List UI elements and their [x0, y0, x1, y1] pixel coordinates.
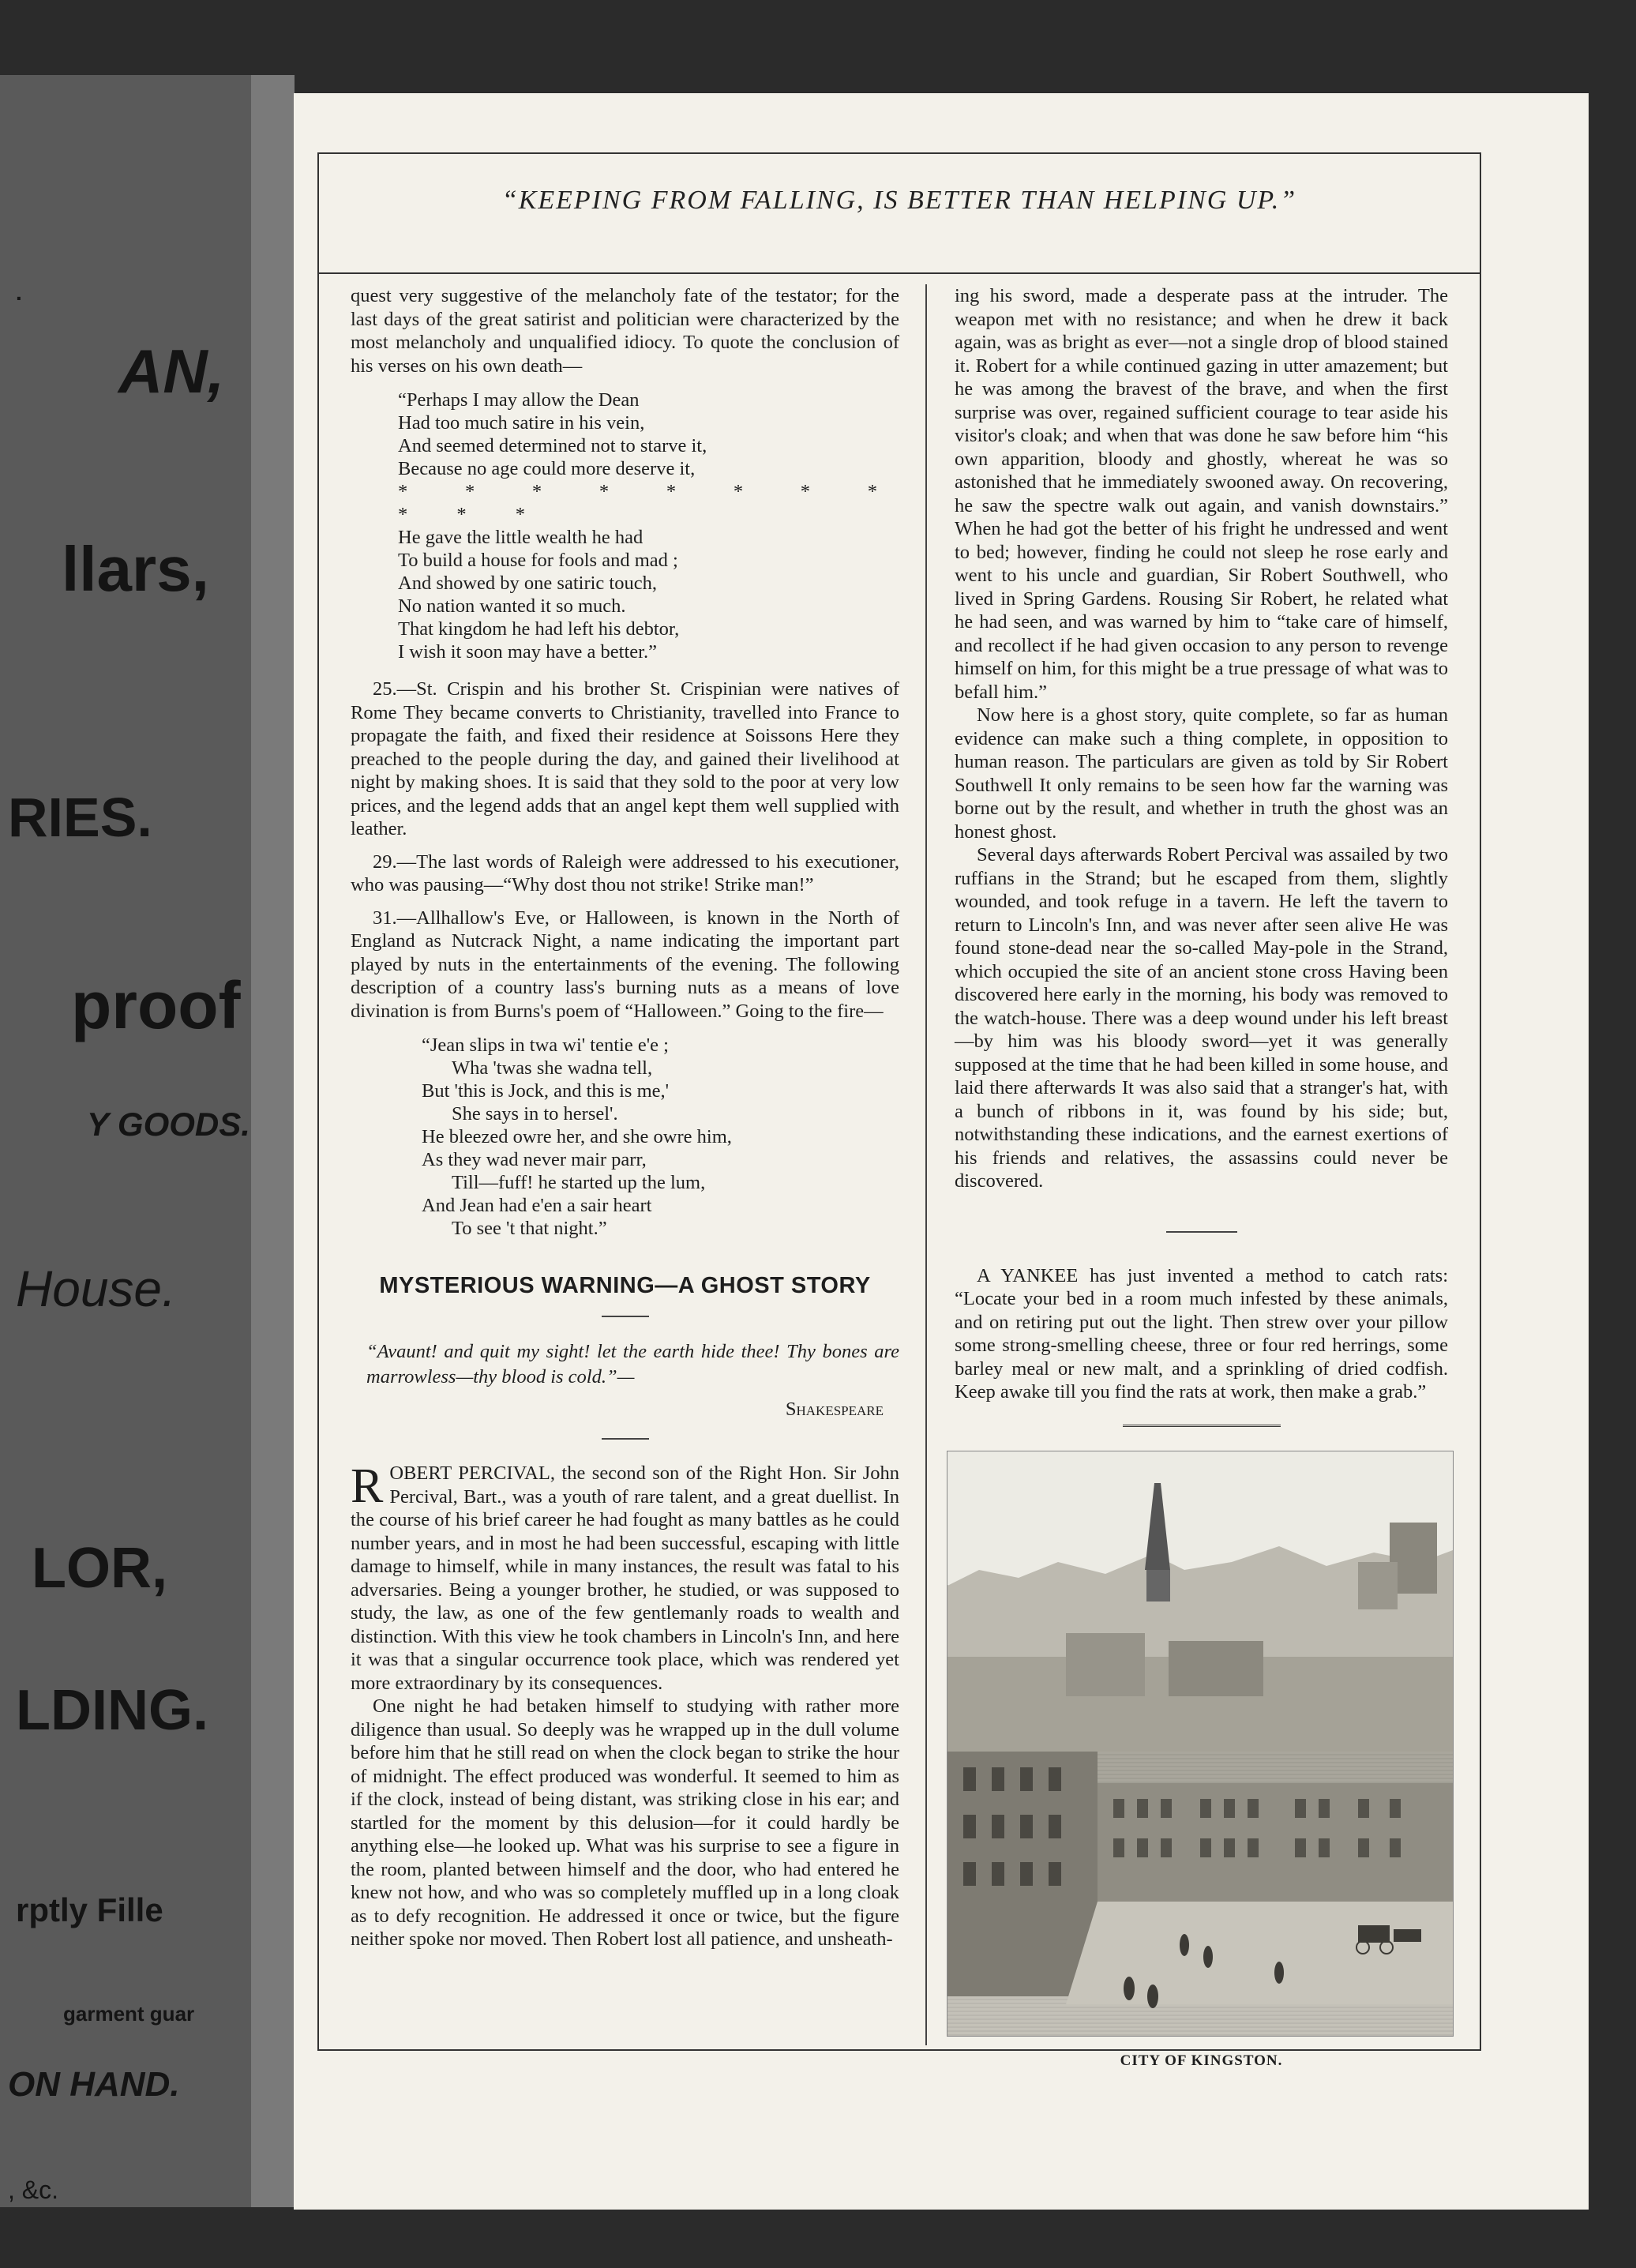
epigraph-attribution: Shakespeare — [785, 1398, 884, 1420]
page-frame — [317, 152, 1481, 2069]
verse-line: Till—fuff! he started up the lum, — [452, 1172, 706, 1193]
verse-line: She says in to hersel'. — [452, 1103, 618, 1125]
city-engraving — [947, 1451, 1454, 2037]
burns-verse — [422, 1034, 899, 1240]
verse-line: Had too much satire in his vein, — [398, 412, 645, 434]
verse-line: No nation wanted it so much. — [398, 595, 626, 617]
yankee-paragraph: A YANKEE has just invented a method to catch rats: “Locate your bed in a room much infested by these animals, and on retiring put out the light. Then strew over your pillow some strong-smelling cheese, three or four red herrings, some barley meal or new malt, and a sprinkling of dried codfish. Keep awake till you find the rats at work, then make a grab.” — [955, 1264, 1448, 1402]
left-column — [351, 284, 899, 1951]
previous-page-strip — [0, 75, 261, 2207]
story-paragraph-5: Several days afterwards Robert Percival was assailed by two ruffians in the Strand; but he escaped from them, slightly wounded, and took refuge in a tavern. He left the tavern to return to Lincoln's Inn, and was never after seen alive He was found stone-dead near the so-called May-pole in the Strand, which occupied the site of an ancient stone cross Having been discovered here early in the morning, his body was removed to the watch-house. There was a deep wound under his left breast—by him was his bloody sword—yet it was generally supposed at the time that he had been killed in some house, and laid there afterwards It was also said that a stranger's hat, with a bunch of ribbons in it, was found by his side; but, notwithstanding these indications, and the earnest exertions of his friends and relatives, the assassins could never be discovered. — [955, 844, 1448, 1192]
entry-31: 31.—Allhallow's Eve, or Halloween, is known in the North of England as Nutcrack Night, a name indicating the important part played by nuts in the entertainments of the evening. The following description of a country lass's burning nuts as a means of love divination is from Burns's poem of “Halloween.” Going to the fire— — [351, 907, 899, 1022]
swift-verse — [398, 389, 899, 663]
drop-cap: R — [351, 1459, 384, 1513]
verse-line: Wha 'twas she wadna tell, — [452, 1057, 653, 1079]
page — [294, 93, 1589, 2210]
verse-line: But 'this is Jock, and this is me,' — [422, 1080, 670, 1102]
prev-fragment: ON HAND. — [8, 2065, 180, 2104]
prev-fragment: AN, — [118, 336, 225, 406]
section-rule — [1166, 1231, 1237, 1233]
epigraph: “Avaunt! and quit my sight! let the earth hide thee! Thy bones are marrowless—thy blood is cold.”— — [366, 1340, 899, 1387]
prev-fragment: LOR, — [32, 1537, 167, 1600]
verse-line: He bleezed owre her, and she owre him, — [422, 1126, 732, 1147]
prev-fragment: . — [16, 280, 22, 305]
prev-fragment: LDING. — [16, 1679, 208, 1742]
verse-line: He gave the little wealth he had — [398, 527, 644, 548]
story-paragraph-1 — [351, 1459, 899, 1695]
verse-line: And seemed determined not to starve it, — [398, 435, 707, 456]
verse-line: To build a house for fools and mad ; — [398, 550, 678, 571]
story-paragraph-3: ing his sword, made a desperate pass at the intruder. The weapon met with no resistance; and when he drew it back again, was as bright as ever—not a single drop of blood stained it. Robert for a while continued gazing in utter amazement; but he was among the bravest of the brave, and when the first surprise was over, regained sufficient courage to tear aside his visitor's cloak; and when that was done he saw before him “his own apparition, bloody and ghostly, whereat he was so astonished that he immediately swooned away. On recovering, he saw the spectre walk out again, and vanish downstairs.” When he had got the better of his fright he undressed and went to bed; however, finding he could not sleep he rose early and went to his uncle and guardian, Sir Robert Southwell, who lived in Spring Gardens. Rousing Sir Robert, he related what he had seen, and was warned by him to “take care of himself, and recollect if he had given occasion to any person to revenge himself on him, for this might be a true pressage of what was to befall him.” — [955, 285, 1448, 703]
verse-line: To see 't that night.” — [452, 1218, 607, 1239]
verse-line: That kingdom he had left his debtor, — [398, 618, 680, 640]
prev-fragment: RIES. — [8, 787, 152, 848]
story-title: MYSTERIOUS WARNING—A GHOST STORY — [379, 1273, 871, 1298]
verse-line: “Perhaps I may allow the Dean — [398, 389, 640, 411]
header-rule — [319, 272, 1480, 274]
image-caption: CITY OF KINGSTON. — [1120, 2052, 1283, 2069]
title-rule — [602, 1316, 649, 1317]
epigraph-rule — [602, 1438, 649, 1440]
right-column — [955, 284, 1448, 2072]
story-paragraph-1-text: OBERT PERCIVAL, the second son of the Right Hon. Sir John Percival, Bart., was a youth of rare talent, and a great duellist. In the course of his brief career he had fought as many battles as he could number years, and in most he had been successful, escaping with little damage to himself, while in many instances, the result was fatal to his adversaries. Being a younger brother, he studied, or was supposed to study, the law, as one of the few gentlemanly roads to wealth and distinction. With this view he took chambers in Lincoln's Inn, and here it was that a singular occurrence took place, which was rendered yet more extraordinary by its consequences. — [351, 1463, 899, 1694]
verse-line: As they wad never mair parr, — [422, 1149, 647, 1170]
prev-fragment: Y GOODS. — [87, 1106, 250, 1143]
city-engraving-art — [947, 1451, 1453, 2036]
verse-line: Because no age could more deserve it, — [398, 458, 696, 479]
verse-stars: * * * * * * * * * * * — [398, 481, 899, 525]
book-gutter — [251, 75, 295, 2207]
prev-fragment: House. — [16, 1260, 176, 1317]
verse-line: And showed by one satiric touch, — [398, 573, 657, 594]
running-motto: “KEEPING FROM FALLING, IS BETTER THAN HELPING UP.” — [501, 186, 1297, 215]
verse-line: I wish it soon may have a better.” — [398, 641, 657, 663]
prev-fragment: garment guar — [63, 2002, 195, 2026]
verse-line: “Jean slips in twa wi' tentie e'e ; — [422, 1034, 669, 1056]
intro-paragraph: quest very suggestive of the melancholy fate of the testator; for the last days of the great satirist and politician were characterized by the most melancholy and unqualified idiocy. To quote the conclusion of his verses on his own death— — [351, 285, 899, 377]
prev-fragment: rptly Fille — [16, 1891, 163, 1928]
prev-fragment: , &c. — [8, 2176, 59, 2204]
entry-25: 25.—St. Crispin and his brother St. Crispinian were natives of Rome They became converts to Christianity, travelled into France to propagate the faith, and fixed their residence at Soissons Here they preached to the people during the day, and gained their livelihood at night by making shoes. It is said that they sold to the poor at very low prices, and the legend adds that an angel kept them well supplied with leather. — [351, 678, 899, 839]
verse-line: And Jean had e'en a sair heart — [422, 1195, 652, 1216]
prev-fragment: proof — [71, 968, 241, 1042]
story-paragraph-4: Now here is a ghost story, quite complete, so far as human evidence can make such a thing complete, in opposition to human reason. The particulars are given as told by Sir Robert Southwell It only remains to be seen how far the warning was borne out by the result, and whether in truth the ghost was an honest ghost. — [955, 704, 1448, 843]
story-paragraph-2: One night he had betaken himself to studying with rather more diligence than usual. So deeply was he wrapped up in the dull volume before him that he still read on when the clock began to strike the hour of midnight. The effect produced was wonderful. It seemed to him as if the clock, instead of being distant, was striking close in his ear; and startled for the moment by this delusion—for it could hardly be anything else—he looked up. What was his surprise to see a figure in the room, planted between himself and the door, who had entered he knew not how, and who was so completely muffled up in a long cloak as to defy recognition. He addressed it once or twice, but the figure neither spoke nor moved. Then Robert lost all patience, and unsheath- — [351, 1695, 899, 1950]
double-rule — [1123, 1425, 1281, 1427]
entry-29: 29.—The last words of Raleigh were addressed to his executioner, who was pausing—“Why dost thou not strike! Strike man!” — [351, 850, 899, 896]
column-divider — [925, 284, 927, 2045]
prev-fragment: llars, — [62, 534, 209, 604]
